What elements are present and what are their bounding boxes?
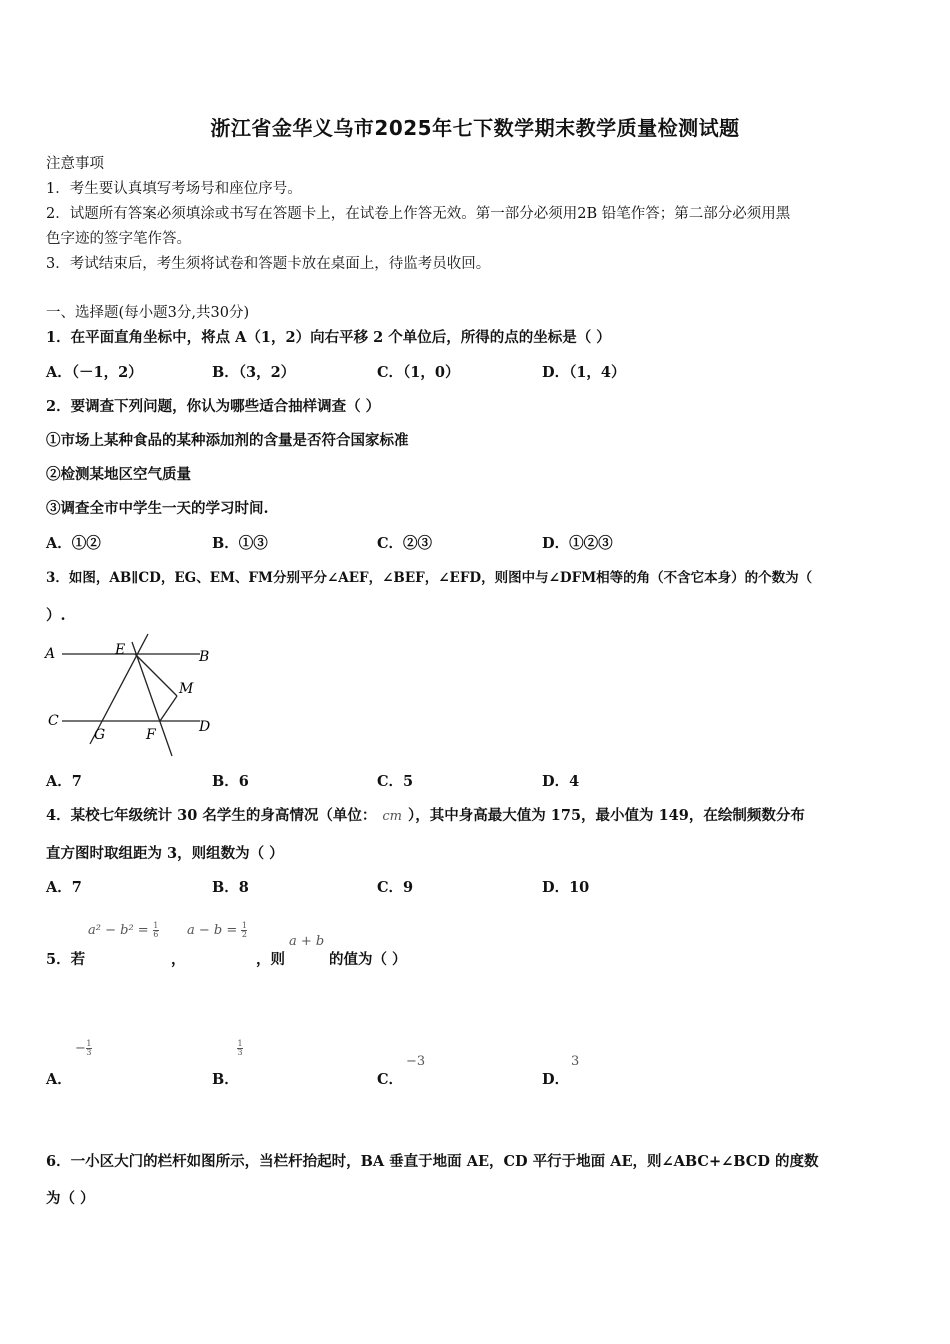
notice-item-2: 2．试题所有答案必须填涂或书写在答题卡上，在试卷上作答无效。第一部分必须用2B 铅笔作答；第二部分必须用黑 — [46, 206, 791, 222]
label-a: A — [45, 646, 56, 662]
q5-then: ，则 — [256, 951, 285, 968]
q5-formula-3: a + b — [289, 934, 325, 949]
q4-stem-pre: 4．某校七年级统计 30 名学生的身高情况（单位： — [46, 807, 377, 824]
label-d: D — [199, 719, 211, 735]
line-fm — [160, 696, 177, 721]
q5-option-a-value: − $\frac{1}{3}$ — [75, 1039, 92, 1057]
q2-option-a: A．①② — [46, 535, 101, 552]
notice-item-2-cont: 色字迹的签字笔作答。 — [46, 231, 191, 247]
q4-option-b: B．8 — [212, 879, 249, 896]
q5-option-b: B． — [212, 1071, 239, 1088]
label-b: B — [199, 649, 210, 665]
q1-option-a: A．（－1，2） — [46, 364, 143, 381]
q2-option-c: C．②③ — [377, 535, 433, 552]
q2-item-2: ②检测某地区空气质量 — [46, 466, 191, 483]
q5-suffix: 的值为（ ） — [329, 951, 407, 968]
q3-stem: 3．如图，AB∥CD，EG、EM、FM分别平分∠AEF，∠BEF，∠EFD，则图中与∠DFM相等的角（不含它本身）的个数为（ — [46, 570, 813, 586]
q1-stem: 1．在平面直角坐标中，将点 A（1，2）向右平移 2 个单位后，所得的点的坐标是（ ） — [46, 329, 611, 346]
section-heading: 一、选择题(每小题3分,共30分) — [46, 305, 250, 321]
q1-option-b: B．（3，2） — [212, 364, 296, 381]
q2-option-d: D．①②③ — [542, 535, 613, 552]
q5-option-c: C． — [377, 1071, 404, 1088]
q3-option-c: C．5 — [377, 773, 414, 790]
q4-stem-cont: 直方图时取组距为 3，则组数为（ ） — [46, 845, 284, 862]
line-em — [135, 654, 177, 696]
q6-stem-cont: 为（ ） — [46, 1190, 95, 1207]
q2-option-b: B．①③ — [212, 535, 268, 552]
q4-stem — [46, 804, 805, 825]
q6-stem: 6．一小区大门的栏杆如图所示，当栏杆抬起时，BA 垂直于地面 AE，CD 平行于地面 AE，则∠ABC+∠BCD 的度数 — [46, 1153, 819, 1170]
q4-option-d: D．10 — [542, 879, 590, 896]
q4-option-a: A．7 — [46, 879, 82, 896]
label-f: F — [146, 727, 156, 743]
label-g: G — [94, 727, 106, 743]
q4-option-c: C．9 — [377, 879, 414, 896]
q5-option-d-value: 3 — [571, 1054, 580, 1069]
notice-item-3: 3．考试结束后，考生须将试卷和答题卡放在桌面上，待监考员收回。 — [46, 256, 491, 272]
q5-comma: ， — [171, 951, 186, 968]
label-m: M — [179, 681, 194, 697]
page-title: 浙江省金华义乌市2025年七下数学期末教学质量检测试题 — [210, 116, 740, 140]
q3-option-b: B．6 — [212, 773, 249, 790]
q3-stem-cont: ）. — [46, 607, 66, 624]
q2-item-3: ③调查全市中学生一天的学习时间. — [46, 500, 269, 517]
q5-formula-1: a² − b² = $\frac{1}{6}$ — [88, 921, 159, 939]
notice-heading: 注意事项 — [46, 156, 104, 172]
notice-item-1: 1．考生要认真填写考场号和座位序号。 — [46, 181, 302, 197]
label-e: E — [115, 642, 126, 658]
q5-option-c-value: −3 — [406, 1054, 426, 1069]
q1-option-c: C．（1，0） — [377, 364, 460, 381]
q3-option-a: A．7 — [46, 773, 82, 790]
q3-figure — [40, 628, 220, 760]
q5-option-a: A． — [46, 1071, 72, 1088]
q2-item-1: ①市场上某种食品的某种添加剂的含量是否符合国家标准 — [46, 432, 409, 449]
q5-option-b-value: $\frac{1}{3}$ — [237, 1039, 243, 1057]
q1-option-d: D．（1，4） — [542, 364, 626, 381]
q5-option-d: D． — [542, 1071, 570, 1088]
q5-prefix: 5．若 — [46, 951, 86, 968]
q5-formula-2: a − b = $\frac{1}{2}$ — [187, 921, 247, 939]
q4-stem-post: ），其中身高最大值为 175，最小值为 149，在绘制频数分布 — [407, 807, 805, 824]
q3-option-d: D．4 — [542, 773, 580, 790]
q4-unit: cm — [382, 809, 402, 824]
label-c: C — [48, 713, 59, 729]
q2-stem: 2．要调查下列问题，你认为哪些适合抽样调查（ ） — [46, 398, 381, 415]
